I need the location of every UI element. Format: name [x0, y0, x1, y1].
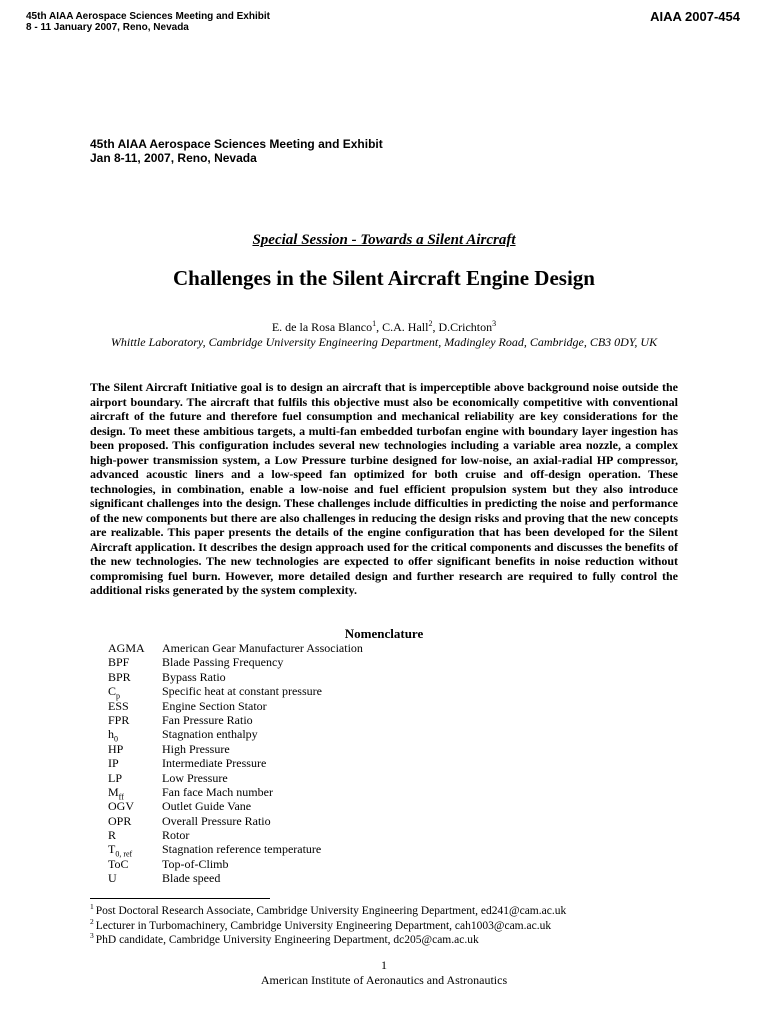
nomenclature-symbol-subscript: ff	[118, 792, 124, 802]
footnote-mark: 2	[90, 916, 94, 926]
author-separator: ,	[376, 320, 383, 334]
nomenclature-symbol	[108, 655, 162, 669]
author-name: D.Crichton	[438, 320, 493, 334]
footnote-text: PhD candidate, Cambridge University Engineering Department, dc205@cam.ac.uk	[95, 934, 479, 946]
running-header-line-1: 45th AIAA Aerospace Sciences Meeting and Exhibit	[26, 11, 270, 22]
nomenclature-symbol	[108, 784, 162, 802]
nomenclature-row	[108, 784, 363, 802]
nomenclature-row	[108, 727, 363, 744]
nomenclature-row	[108, 828, 363, 842]
nomenclature-symbol-base: T	[108, 842, 116, 857]
publisher-footer: American Institute of Aeronautics and Astronautics	[260, 973, 508, 987]
nomenclature-symbol	[108, 857, 162, 871]
nomenclature-definition: Outlet Guide Vane	[162, 799, 252, 814]
nomenclature-symbol-base: AGMA	[108, 641, 145, 655]
nomenclature-symbol	[108, 713, 162, 727]
nomenclature-row	[108, 842, 363, 859]
nomenclature-definition: Blade speed	[162, 871, 221, 886]
nomenclature-heading: Nomenclature	[344, 626, 424, 641]
nomenclature-row	[108, 857, 363, 871]
nomenclature-row	[108, 641, 363, 655]
nomenclature-definition: Specific heat at constant pressure	[162, 684, 322, 699]
nomenclature-row	[108, 684, 363, 701]
nomenclature-symbol	[108, 699, 162, 713]
nomenclature-symbol-base: R	[108, 828, 117, 843]
nomenclature-symbol-base: BPR	[108, 669, 131, 684]
running-header	[26, 11, 270, 33]
nomenclature-row	[108, 814, 363, 828]
running-header-line-2: 8 - 11 January 2007, Reno, Nevada	[26, 22, 189, 33]
footnote-text: Lecturer in Turbomachinery, Cambridge University Engineering Department, cah1003@cam.ac.uk	[95, 919, 552, 932]
nomenclature-list	[108, 641, 363, 886]
nomenclature-row	[108, 655, 363, 669]
affiliation: Whittle Laboratory, Cambridge University Engineering Department, Madingley Road, Cambridge, CB3 0DY, UK	[110, 335, 658, 349]
conference-line-2: Jan 8-11, 2007, Reno, Nevada	[90, 151, 257, 165]
author-separator: ,	[432, 320, 439, 334]
nomenclature-row	[108, 742, 363, 756]
nomenclature-symbol-base: LP	[108, 770, 123, 785]
nomenclature-symbol-base: HP	[108, 741, 124, 756]
conference-block	[90, 137, 383, 165]
nomenclature-symbol-subscript: 0, ref	[115, 849, 133, 859]
nomenclature-row	[108, 799, 363, 813]
paper-id: AIAA 2007-454	[650, 9, 740, 24]
nomenclature-definition: Overall Pressure Ratio	[162, 813, 271, 828]
footnote-mark: 3	[90, 931, 94, 941]
nomenclature-symbol	[108, 670, 162, 684]
author-footnote-mark: 3	[492, 319, 497, 328]
nomenclature-row	[108, 871, 363, 885]
nomenclature-symbol-base: U	[108, 871, 117, 886]
nomenclature-symbol-base: h	[108, 727, 114, 742]
nomenclature-definition: Top-of-Climb	[162, 856, 229, 871]
author-footnote-mark: 1	[372, 319, 377, 328]
page-number: 1	[381, 958, 387, 972]
nomenclature-symbol-base: C	[108, 684, 117, 699]
nomenclature-definition: Blade Passing Frequency	[162, 655, 284, 670]
footnotes	[90, 904, 566, 948]
nomenclature-definition: Bypass Ratio	[162, 669, 226, 684]
nomenclature-symbol	[108, 756, 162, 770]
nomenclature-row	[108, 699, 363, 713]
nomenclature-symbol-base: IP	[108, 756, 119, 771]
nomenclature-symbol	[108, 842, 162, 859]
nomenclature-row	[108, 756, 363, 770]
nomenclature-symbol-subscript: 0	[114, 734, 118, 744]
nomenclature-definition: American Gear Manufacturer Association	[162, 641, 363, 655]
author-list	[0, 320, 768, 335]
nomenclature-row	[108, 670, 363, 684]
footnote	[90, 916, 566, 934]
author-name: E. de la Rosa Blanco	[271, 320, 373, 334]
nomenclature-definition: Rotor	[162, 828, 190, 843]
nomenclature-symbol	[108, 727, 162, 744]
nomenclature-row	[108, 713, 363, 727]
nomenclature-symbol	[108, 814, 162, 828]
conference-line-1: 45th AIAA Aerospace Sciences Meeting and Exhibit	[90, 137, 383, 151]
nomenclature-symbol-base: BPF	[108, 655, 130, 670]
nomenclature-symbol	[108, 684, 162, 701]
footnote	[90, 933, 566, 948]
nomenclature-definition: Intermediate Pressure	[162, 756, 267, 771]
nomenclature-definition: Stagnation enthalpy	[162, 727, 258, 742]
nomenclature-symbol-base: M	[108, 784, 119, 799]
footnote-text: Post Doctoral Research Associate, Cambridge University Engineering Department, ed241@cam.ac.uk	[95, 905, 567, 917]
nomenclature-symbol	[108, 799, 162, 813]
footnote-divider	[90, 898, 270, 899]
nomenclature-symbol-base: ESS	[108, 698, 129, 713]
footnote-mark: 1	[90, 902, 94, 912]
nomenclature-symbol	[108, 771, 162, 785]
nomenclature-definition: High Pressure	[162, 741, 230, 756]
nomenclature-symbol	[108, 742, 162, 756]
nomenclature-definition: Stagnation reference temperature	[162, 842, 322, 857]
nomenclature-definition: Low Pressure	[162, 770, 228, 785]
nomenclature-symbol-base: ToC	[108, 856, 129, 871]
nomenclature-symbol	[108, 871, 162, 885]
session-title: Special Session - Towards a Silent Aircraft	[252, 232, 516, 248]
session-heading	[0, 232, 768, 249]
nomenclature-definition: Engine Section Stator	[162, 698, 267, 713]
nomenclature-symbol-base: OPR	[108, 813, 132, 828]
abstract: The Silent Aircraft Initiative goal is to design an aircraft that is imperceptible above background noise outside the airport boundary. The aircraft that fulfils this objective must also be economically competitive with conventional aircraft of the future and therefore fuel consumption and mechanical reliability are key considerations for the design. To meet these ambitious targets, a multi-fan embedded turbofan engine with boundary layer ingestion has been proposed. This configuration includes several new technologies including a variable area nozzle, a complex high-power transmission system, a Low Pressure turbine designed for low-noise, an axial-radial HP compressor, advanced acoustic liners and a low-speed fan optimized for both cruise and off-design operation. These technologies, in combination, enable a low-noise and fuel efficient propulsion system but they also introduce significant challenges into the design. These challenges include difficulties in predicting the noise and performance of the new components but there are also challenges in reducing the design risks and proving that the new concepts are realizable. This paper presents the details of the engine configuration that has been developed for the Silent Aircraft application. It describes the design approach used for the critical components and discusses the benefits of the new technologies. The new technologies are expected to offer significant benefits in noise reduction without compromising fuel burn. However, more detailed design and further research are required to fully control the additional risks generated by the system complexity.	[90, 380, 678, 597]
paper-title: Challenges in the Silent Aircraft Engine Design	[173, 266, 595, 290]
author-footnote-mark: 2	[428, 319, 433, 328]
nomenclature-symbol-base: FPR	[108, 712, 130, 727]
nomenclature-symbol	[108, 828, 162, 842]
nomenclature-symbol	[108, 641, 162, 655]
nomenclature-definition: Fan face Mach number	[162, 784, 273, 799]
nomenclature-definition: Fan Pressure Ratio	[162, 712, 253, 727]
nomenclature-row	[108, 771, 363, 785]
nomenclature-symbol-subscript: p	[116, 691, 121, 701]
footnote	[90, 904, 566, 919]
author-name: C.A. Hall	[382, 320, 429, 334]
nomenclature-symbol-base: OGV	[108, 799, 134, 814]
